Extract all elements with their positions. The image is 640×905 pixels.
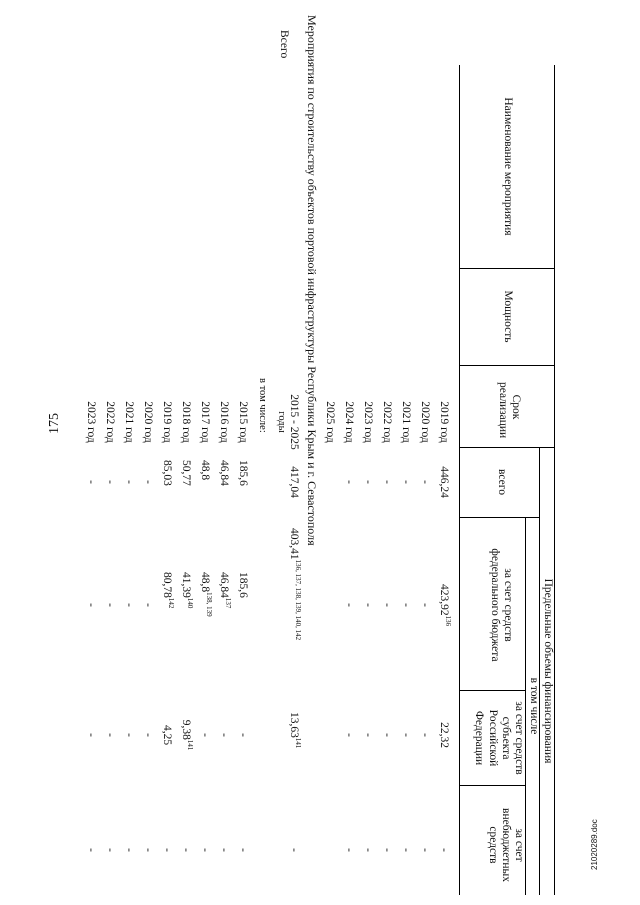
regional-value: - xyxy=(237,733,249,737)
row-regional xyxy=(198,700,211,770)
total-label: Всего xyxy=(278,30,290,59)
row-year: 2025 год xyxy=(324,401,336,443)
row-year: 2016 год xyxy=(218,401,230,443)
row-federal xyxy=(418,560,431,650)
row-federal xyxy=(437,560,450,650)
header-funding: Предельные объемы финансирования xyxy=(542,578,554,764)
row-total: - xyxy=(400,480,412,484)
federal-value: - xyxy=(381,603,393,607)
row-year: 2015 год xyxy=(237,401,249,443)
row-year: 2017 год xyxy=(199,401,211,443)
header-name: Наименование мероприятия xyxy=(502,97,514,236)
regional-value: 13,63 xyxy=(288,712,300,738)
header-term: Срок реализации xyxy=(496,382,522,439)
row-regional xyxy=(418,700,431,770)
federal-value: - xyxy=(142,603,154,607)
regional-value: 4,25 xyxy=(161,724,173,746)
federal-value: 403,41 xyxy=(288,528,300,560)
federal-value: - xyxy=(104,603,116,607)
total-extra: - xyxy=(288,848,300,852)
page-number: 175 xyxy=(47,413,62,434)
row-year: 2023 год xyxy=(362,401,374,443)
row-regional xyxy=(179,700,192,770)
regional-value: - xyxy=(142,733,154,737)
footnote-ref: 138, 139 xyxy=(204,592,213,617)
row-regional xyxy=(141,700,154,770)
row-total: - xyxy=(362,480,374,484)
row-total: - xyxy=(104,480,116,484)
col-line-regional xyxy=(460,785,526,786)
row-federal xyxy=(236,572,249,682)
row-federal xyxy=(399,560,412,650)
table-header-bottom-line xyxy=(459,65,460,895)
federal-value: - xyxy=(362,603,374,607)
row-regional xyxy=(217,700,230,770)
row-federal xyxy=(361,560,374,650)
row-regional xyxy=(84,700,97,770)
row-regional xyxy=(103,700,116,770)
federal-value: 48,8 xyxy=(199,572,211,593)
federal-value: - xyxy=(123,603,135,607)
row-total: - xyxy=(419,480,431,484)
header-capacity: Мощность xyxy=(502,290,514,343)
row-year: 2019 год xyxy=(438,401,450,443)
row-total: 46,84 xyxy=(218,460,230,486)
regional-value: - xyxy=(218,733,230,737)
row-federal xyxy=(217,572,230,682)
row-federal xyxy=(342,560,355,650)
total-regional xyxy=(287,712,300,782)
federal-value: 46,84 xyxy=(218,572,230,598)
regional-value: - xyxy=(199,733,211,737)
row-extra: - xyxy=(343,848,355,852)
row-year: 2021 год xyxy=(123,401,135,443)
header-total: всего xyxy=(496,469,508,495)
row-total: 185,6 xyxy=(237,460,249,486)
period-range: 2015 - 2025 xyxy=(288,394,300,450)
row-total: - xyxy=(381,480,393,484)
section-title: Мероприятия по строительству объектов портовой инфраструктуры Республики Крым и г. Севастополя xyxy=(305,15,319,546)
table-top-line xyxy=(554,65,555,895)
row-federal xyxy=(179,572,192,682)
row-year: 2018 год xyxy=(180,401,192,443)
row-total: 50,77 xyxy=(180,460,192,486)
regional-value: - xyxy=(343,733,355,737)
row-extra: - xyxy=(237,848,249,852)
regional-value: - xyxy=(104,733,116,737)
footnote-ref: 136 xyxy=(443,615,452,627)
federal-value: 80,78 xyxy=(161,572,173,598)
row-total: 446,24 xyxy=(438,466,450,498)
header-including: в том числе xyxy=(528,677,540,735)
row-total: 85,03 xyxy=(161,460,173,486)
row-total: 48,8 xyxy=(199,460,211,481)
row-extra: - xyxy=(142,848,154,852)
col-line-federal xyxy=(460,690,526,691)
regional-value: 9,38 xyxy=(180,719,192,740)
row-extra: - xyxy=(104,848,116,852)
footnote-ref: 137 xyxy=(223,597,232,609)
federal-value: - xyxy=(343,603,355,607)
row-extra: - xyxy=(438,848,450,852)
row-federal xyxy=(84,560,97,650)
footnote-ref: 140 xyxy=(185,597,194,609)
row-year: 2022 год xyxy=(104,401,116,443)
row-total: - xyxy=(85,480,97,484)
row-regional xyxy=(236,700,249,770)
regional-value: - xyxy=(123,733,135,737)
regional-value: - xyxy=(419,733,431,737)
row-federal xyxy=(141,560,154,650)
including-label: в том числе: xyxy=(257,378,268,433)
federal-value: 41,39 xyxy=(180,572,192,598)
regional-value: - xyxy=(362,733,374,737)
row-extra: - xyxy=(400,848,412,852)
footnote-ref: 142 xyxy=(166,597,175,609)
row-total: - xyxy=(343,480,355,484)
row-extra: - xyxy=(419,848,431,852)
row-federal xyxy=(160,572,173,682)
row-extra: - xyxy=(180,848,192,852)
row-year: 2024 год xyxy=(343,401,355,443)
row-extra: - xyxy=(161,848,173,852)
federal-value: 185,6 xyxy=(237,572,249,598)
federal-value: - xyxy=(419,603,431,607)
total-federal xyxy=(287,528,300,688)
row-extra: - xyxy=(362,848,374,852)
row-federal xyxy=(198,572,211,682)
row-regional xyxy=(361,700,374,770)
federal-value: - xyxy=(400,603,412,607)
file-label: 21020289.doc xyxy=(590,819,599,870)
row-federal xyxy=(103,560,116,650)
footnote-ref: 136, 137, 138, 139, 140, 142 xyxy=(293,559,302,641)
regional-value: - xyxy=(400,733,412,737)
row-total: - xyxy=(142,480,154,484)
row-year: 2020 год xyxy=(419,401,431,443)
row-federal xyxy=(380,560,393,650)
row-regional xyxy=(160,700,173,770)
row-extra: - xyxy=(199,848,211,852)
header-federal: за счет средств федерального бюджета xyxy=(488,548,514,662)
row-year: 2023 год xyxy=(85,401,97,443)
row-regional xyxy=(122,700,135,770)
regional-value: - xyxy=(85,733,97,737)
federal-value: 423,92 xyxy=(438,583,450,616)
header-regional: за счет средств субъекта Российской Федерации xyxy=(473,701,525,775)
row-extra: - xyxy=(218,848,230,852)
row-total: - xyxy=(123,480,135,484)
row-year: 2022 год xyxy=(381,401,393,443)
row-extra: - xyxy=(123,848,135,852)
federal-value: - xyxy=(85,603,97,607)
row-regional xyxy=(399,700,412,770)
footnote-ref: 141 xyxy=(185,739,194,751)
header-extra: за счет внебюджетных средств xyxy=(486,808,525,882)
regional-value: - xyxy=(381,733,393,737)
row-regional xyxy=(342,700,355,770)
period-suffix: годы xyxy=(275,411,287,433)
footnote-ref: 141 xyxy=(293,737,302,749)
row-extra: - xyxy=(85,848,97,852)
row-year: 2019 год xyxy=(161,401,173,443)
row-regional xyxy=(380,700,393,770)
total-sum: 417,04 xyxy=(288,466,300,498)
row-extra: - xyxy=(381,848,393,852)
row-regional xyxy=(437,700,450,770)
row-year: 2020 год xyxy=(142,401,154,443)
row-federal xyxy=(122,560,135,650)
row-year: 2021 год xyxy=(400,401,412,443)
total-period xyxy=(275,382,300,462)
col-line-capacity xyxy=(460,365,555,366)
regional-value: 22,32 xyxy=(438,722,450,748)
